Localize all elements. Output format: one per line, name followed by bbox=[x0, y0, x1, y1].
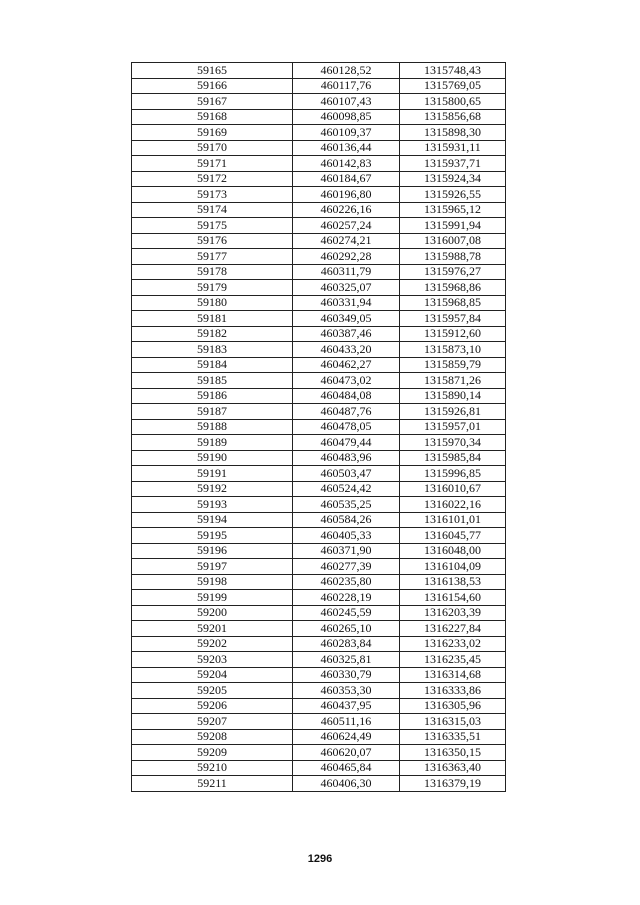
y-coordinate-cell: 1315965,12 bbox=[400, 202, 506, 218]
y-coordinate-cell: 1315898,30 bbox=[400, 125, 506, 141]
y-coordinate-cell: 1316233,02 bbox=[400, 636, 506, 652]
table-row bbox=[132, 543, 506, 559]
point-number-cell: 59186 bbox=[132, 388, 293, 404]
x-coordinate-cell: 460349,05 bbox=[293, 311, 400, 327]
table-row bbox=[132, 187, 506, 203]
x-coordinate-cell: 460465,84 bbox=[293, 760, 400, 776]
x-coordinate-cell: 460128,52 bbox=[293, 63, 400, 79]
table-row bbox=[132, 171, 506, 187]
x-coordinate-cell: 460330,79 bbox=[293, 667, 400, 683]
table-row bbox=[132, 745, 506, 761]
y-coordinate-cell: 1315957,01 bbox=[400, 419, 506, 435]
table-row bbox=[132, 466, 506, 482]
table-row bbox=[132, 481, 506, 497]
table-row bbox=[132, 404, 506, 420]
y-coordinate-cell: 1315926,55 bbox=[400, 187, 506, 203]
y-coordinate-cell: 1315856,68 bbox=[400, 109, 506, 125]
x-coordinate-cell: 460325,07 bbox=[293, 280, 400, 296]
table-row bbox=[132, 109, 506, 125]
x-coordinate-cell: 460109,37 bbox=[293, 125, 400, 141]
table-row bbox=[132, 698, 506, 714]
x-coordinate-cell: 460406,30 bbox=[293, 776, 400, 792]
y-coordinate-cell: 1315970,34 bbox=[400, 435, 506, 451]
table-row bbox=[132, 342, 506, 358]
table-row bbox=[132, 528, 506, 544]
y-coordinate-cell: 1316045,77 bbox=[400, 528, 506, 544]
x-coordinate-cell: 460584,26 bbox=[293, 512, 400, 528]
point-number-cell: 59165 bbox=[132, 63, 293, 79]
point-number-cell: 59188 bbox=[132, 419, 293, 435]
table-row bbox=[132, 233, 506, 249]
point-number-cell: 59203 bbox=[132, 652, 293, 668]
table-row bbox=[132, 760, 506, 776]
x-coordinate-cell: 460478,05 bbox=[293, 419, 400, 435]
y-coordinate-cell: 1315957,84 bbox=[400, 311, 506, 327]
point-number-cell: 59200 bbox=[132, 605, 293, 621]
x-coordinate-cell: 460371,90 bbox=[293, 543, 400, 559]
x-coordinate-cell: 460437,95 bbox=[293, 698, 400, 714]
point-number-cell: 59206 bbox=[132, 698, 293, 714]
x-coordinate-cell: 460484,08 bbox=[293, 388, 400, 404]
y-coordinate-cell: 1316022,16 bbox=[400, 497, 506, 513]
point-number-cell: 59169 bbox=[132, 125, 293, 141]
point-number-cell: 59194 bbox=[132, 512, 293, 528]
x-coordinate-cell: 460228,19 bbox=[293, 590, 400, 606]
table-row bbox=[132, 357, 506, 373]
y-coordinate-cell: 1315988,78 bbox=[400, 249, 506, 265]
y-coordinate-cell: 1316138,53 bbox=[400, 574, 506, 590]
x-coordinate-cell: 460433,20 bbox=[293, 342, 400, 358]
point-number-cell: 59176 bbox=[132, 233, 293, 249]
y-coordinate-cell: 1316010,67 bbox=[400, 481, 506, 497]
y-coordinate-cell: 1316154,60 bbox=[400, 590, 506, 606]
y-coordinate-cell: 1315859,79 bbox=[400, 357, 506, 373]
coordinates-table bbox=[131, 62, 506, 792]
y-coordinate-cell: 1316333,86 bbox=[400, 683, 506, 699]
x-coordinate-cell: 460479,44 bbox=[293, 435, 400, 451]
page-number: 1296 bbox=[307, 853, 333, 865]
point-number-cell: 59211 bbox=[132, 776, 293, 792]
point-number-cell: 59207 bbox=[132, 714, 293, 730]
point-number-cell: 59210 bbox=[132, 760, 293, 776]
point-number-cell: 59173 bbox=[132, 187, 293, 203]
y-coordinate-cell: 1316315,03 bbox=[400, 714, 506, 730]
y-coordinate-cell: 1316007,08 bbox=[400, 233, 506, 249]
point-number-cell: 59175 bbox=[132, 218, 293, 234]
x-coordinate-cell: 460473,02 bbox=[293, 373, 400, 389]
x-coordinate-cell: 460387,46 bbox=[293, 326, 400, 342]
x-coordinate-cell: 460277,39 bbox=[293, 559, 400, 575]
table-row bbox=[132, 311, 506, 327]
table-row bbox=[132, 202, 506, 218]
table-row bbox=[132, 590, 506, 606]
x-coordinate-cell: 460107,43 bbox=[293, 94, 400, 110]
table-row bbox=[132, 249, 506, 265]
table-row bbox=[132, 280, 506, 296]
y-coordinate-cell: 1316203,39 bbox=[400, 605, 506, 621]
table-row bbox=[132, 652, 506, 668]
x-coordinate-cell: 460331,94 bbox=[293, 295, 400, 311]
y-coordinate-cell: 1316101,01 bbox=[400, 512, 506, 528]
table-row bbox=[132, 264, 506, 280]
table-row bbox=[132, 776, 506, 792]
table-row bbox=[132, 94, 506, 110]
point-number-cell: 59170 bbox=[132, 140, 293, 156]
x-coordinate-cell: 460503,47 bbox=[293, 466, 400, 482]
y-coordinate-cell: 1315926,81 bbox=[400, 404, 506, 420]
point-number-cell: 59193 bbox=[132, 497, 293, 513]
x-coordinate-cell: 460487,76 bbox=[293, 404, 400, 420]
y-coordinate-cell: 1316104,09 bbox=[400, 559, 506, 575]
point-number-cell: 59198 bbox=[132, 574, 293, 590]
y-coordinate-cell: 1316305,96 bbox=[400, 698, 506, 714]
point-number-cell: 59199 bbox=[132, 590, 293, 606]
point-number-cell: 59196 bbox=[132, 543, 293, 559]
table-row bbox=[132, 512, 506, 528]
point-number-cell: 59167 bbox=[132, 94, 293, 110]
x-coordinate-cell: 460325,81 bbox=[293, 652, 400, 668]
point-number-cell: 59202 bbox=[132, 636, 293, 652]
table-row bbox=[132, 714, 506, 730]
table-row bbox=[132, 140, 506, 156]
y-coordinate-cell: 1316363,40 bbox=[400, 760, 506, 776]
table-row bbox=[132, 667, 506, 683]
y-coordinate-cell: 1315748,43 bbox=[400, 63, 506, 79]
point-number-cell: 59205 bbox=[132, 683, 293, 699]
y-coordinate-cell: 1316314,68 bbox=[400, 667, 506, 683]
table-row bbox=[132, 326, 506, 342]
y-coordinate-cell: 1315968,86 bbox=[400, 280, 506, 296]
point-number-cell: 59201 bbox=[132, 621, 293, 637]
y-coordinate-cell: 1315924,34 bbox=[400, 171, 506, 187]
point-number-cell: 59197 bbox=[132, 559, 293, 575]
x-coordinate-cell: 460274,21 bbox=[293, 233, 400, 249]
x-coordinate-cell: 460142,83 bbox=[293, 156, 400, 172]
x-coordinate-cell: 460117,76 bbox=[293, 78, 400, 94]
point-number-cell: 59192 bbox=[132, 481, 293, 497]
y-coordinate-cell: 1315937,71 bbox=[400, 156, 506, 172]
table-row bbox=[132, 497, 506, 513]
table-row bbox=[132, 419, 506, 435]
x-coordinate-cell: 460283,84 bbox=[293, 636, 400, 652]
x-coordinate-cell: 460511,16 bbox=[293, 714, 400, 730]
y-coordinate-cell: 1315968,85 bbox=[400, 295, 506, 311]
point-number-cell: 59171 bbox=[132, 156, 293, 172]
y-coordinate-cell: 1315991,94 bbox=[400, 218, 506, 234]
x-coordinate-cell: 460462,27 bbox=[293, 357, 400, 373]
x-coordinate-cell: 460292,28 bbox=[293, 249, 400, 265]
point-number-cell: 59174 bbox=[132, 202, 293, 218]
table-row bbox=[132, 683, 506, 699]
x-coordinate-cell: 460196,80 bbox=[293, 187, 400, 203]
y-coordinate-cell: 1316379,19 bbox=[400, 776, 506, 792]
point-number-cell: 59168 bbox=[132, 109, 293, 125]
point-number-cell: 59190 bbox=[132, 450, 293, 466]
x-coordinate-cell: 460311,79 bbox=[293, 264, 400, 280]
point-number-cell: 59177 bbox=[132, 249, 293, 265]
table-row bbox=[132, 729, 506, 745]
table-row bbox=[132, 435, 506, 451]
table-row bbox=[132, 450, 506, 466]
point-number-cell: 59166 bbox=[132, 78, 293, 94]
point-number-cell: 59185 bbox=[132, 373, 293, 389]
table-row bbox=[132, 295, 506, 311]
table-row bbox=[132, 373, 506, 389]
point-number-cell: 59178 bbox=[132, 264, 293, 280]
y-coordinate-cell: 1316235,45 bbox=[400, 652, 506, 668]
x-coordinate-cell: 460257,24 bbox=[293, 218, 400, 234]
x-coordinate-cell: 460353,30 bbox=[293, 683, 400, 699]
table-row bbox=[132, 78, 506, 94]
table-row bbox=[132, 574, 506, 590]
point-number-cell: 59182 bbox=[132, 326, 293, 342]
table-row bbox=[132, 388, 506, 404]
point-number-cell: 59183 bbox=[132, 342, 293, 358]
point-number-cell: 59184 bbox=[132, 357, 293, 373]
x-coordinate-cell: 460265,10 bbox=[293, 621, 400, 637]
table-row bbox=[132, 605, 506, 621]
x-coordinate-cell: 460098,85 bbox=[293, 109, 400, 125]
y-coordinate-cell: 1316048,00 bbox=[400, 543, 506, 559]
point-number-cell: 59181 bbox=[132, 311, 293, 327]
y-coordinate-cell: 1315931,11 bbox=[400, 140, 506, 156]
y-coordinate-cell: 1315873,10 bbox=[400, 342, 506, 358]
table-row bbox=[132, 559, 506, 575]
y-coordinate-cell: 1316350,15 bbox=[400, 745, 506, 761]
x-coordinate-cell: 460405,33 bbox=[293, 528, 400, 544]
x-coordinate-cell: 460136,44 bbox=[293, 140, 400, 156]
x-coordinate-cell: 460524,42 bbox=[293, 481, 400, 497]
point-number-cell: 59204 bbox=[132, 667, 293, 683]
point-number-cell: 59189 bbox=[132, 435, 293, 451]
table-row bbox=[132, 621, 506, 637]
point-number-cell: 59208 bbox=[132, 729, 293, 745]
x-coordinate-cell: 460624,49 bbox=[293, 729, 400, 745]
x-coordinate-cell: 460535,25 bbox=[293, 497, 400, 513]
point-number-cell: 59180 bbox=[132, 295, 293, 311]
point-number-cell: 59179 bbox=[132, 280, 293, 296]
x-coordinate-cell: 460620,07 bbox=[293, 745, 400, 761]
point-number-cell: 59195 bbox=[132, 528, 293, 544]
coordinates-table-body bbox=[132, 63, 506, 792]
x-coordinate-cell: 460245,59 bbox=[293, 605, 400, 621]
x-coordinate-cell: 460184,67 bbox=[293, 171, 400, 187]
table-row bbox=[132, 156, 506, 172]
y-coordinate-cell: 1316335,51 bbox=[400, 729, 506, 745]
y-coordinate-cell: 1315912,60 bbox=[400, 326, 506, 342]
point-number-cell: 59209 bbox=[132, 745, 293, 761]
y-coordinate-cell: 1315871,26 bbox=[400, 373, 506, 389]
y-coordinate-cell: 1315890,14 bbox=[400, 388, 506, 404]
point-number-cell: 59191 bbox=[132, 466, 293, 482]
table-row bbox=[132, 125, 506, 141]
table-row bbox=[132, 63, 506, 79]
x-coordinate-cell: 460226,16 bbox=[293, 202, 400, 218]
table-row bbox=[132, 636, 506, 652]
y-coordinate-cell: 1315800,65 bbox=[400, 94, 506, 110]
point-number-cell: 59187 bbox=[132, 404, 293, 420]
y-coordinate-cell: 1315769,05 bbox=[400, 78, 506, 94]
point-number-cell: 59172 bbox=[132, 171, 293, 187]
table-row bbox=[132, 218, 506, 234]
x-coordinate-cell: 460483,96 bbox=[293, 450, 400, 466]
x-coordinate-cell: 460235,80 bbox=[293, 574, 400, 590]
y-coordinate-cell: 1316227,84 bbox=[400, 621, 506, 637]
y-coordinate-cell: 1315985,84 bbox=[400, 450, 506, 466]
y-coordinate-cell: 1315996,85 bbox=[400, 466, 506, 482]
y-coordinate-cell: 1315976,27 bbox=[400, 264, 506, 280]
